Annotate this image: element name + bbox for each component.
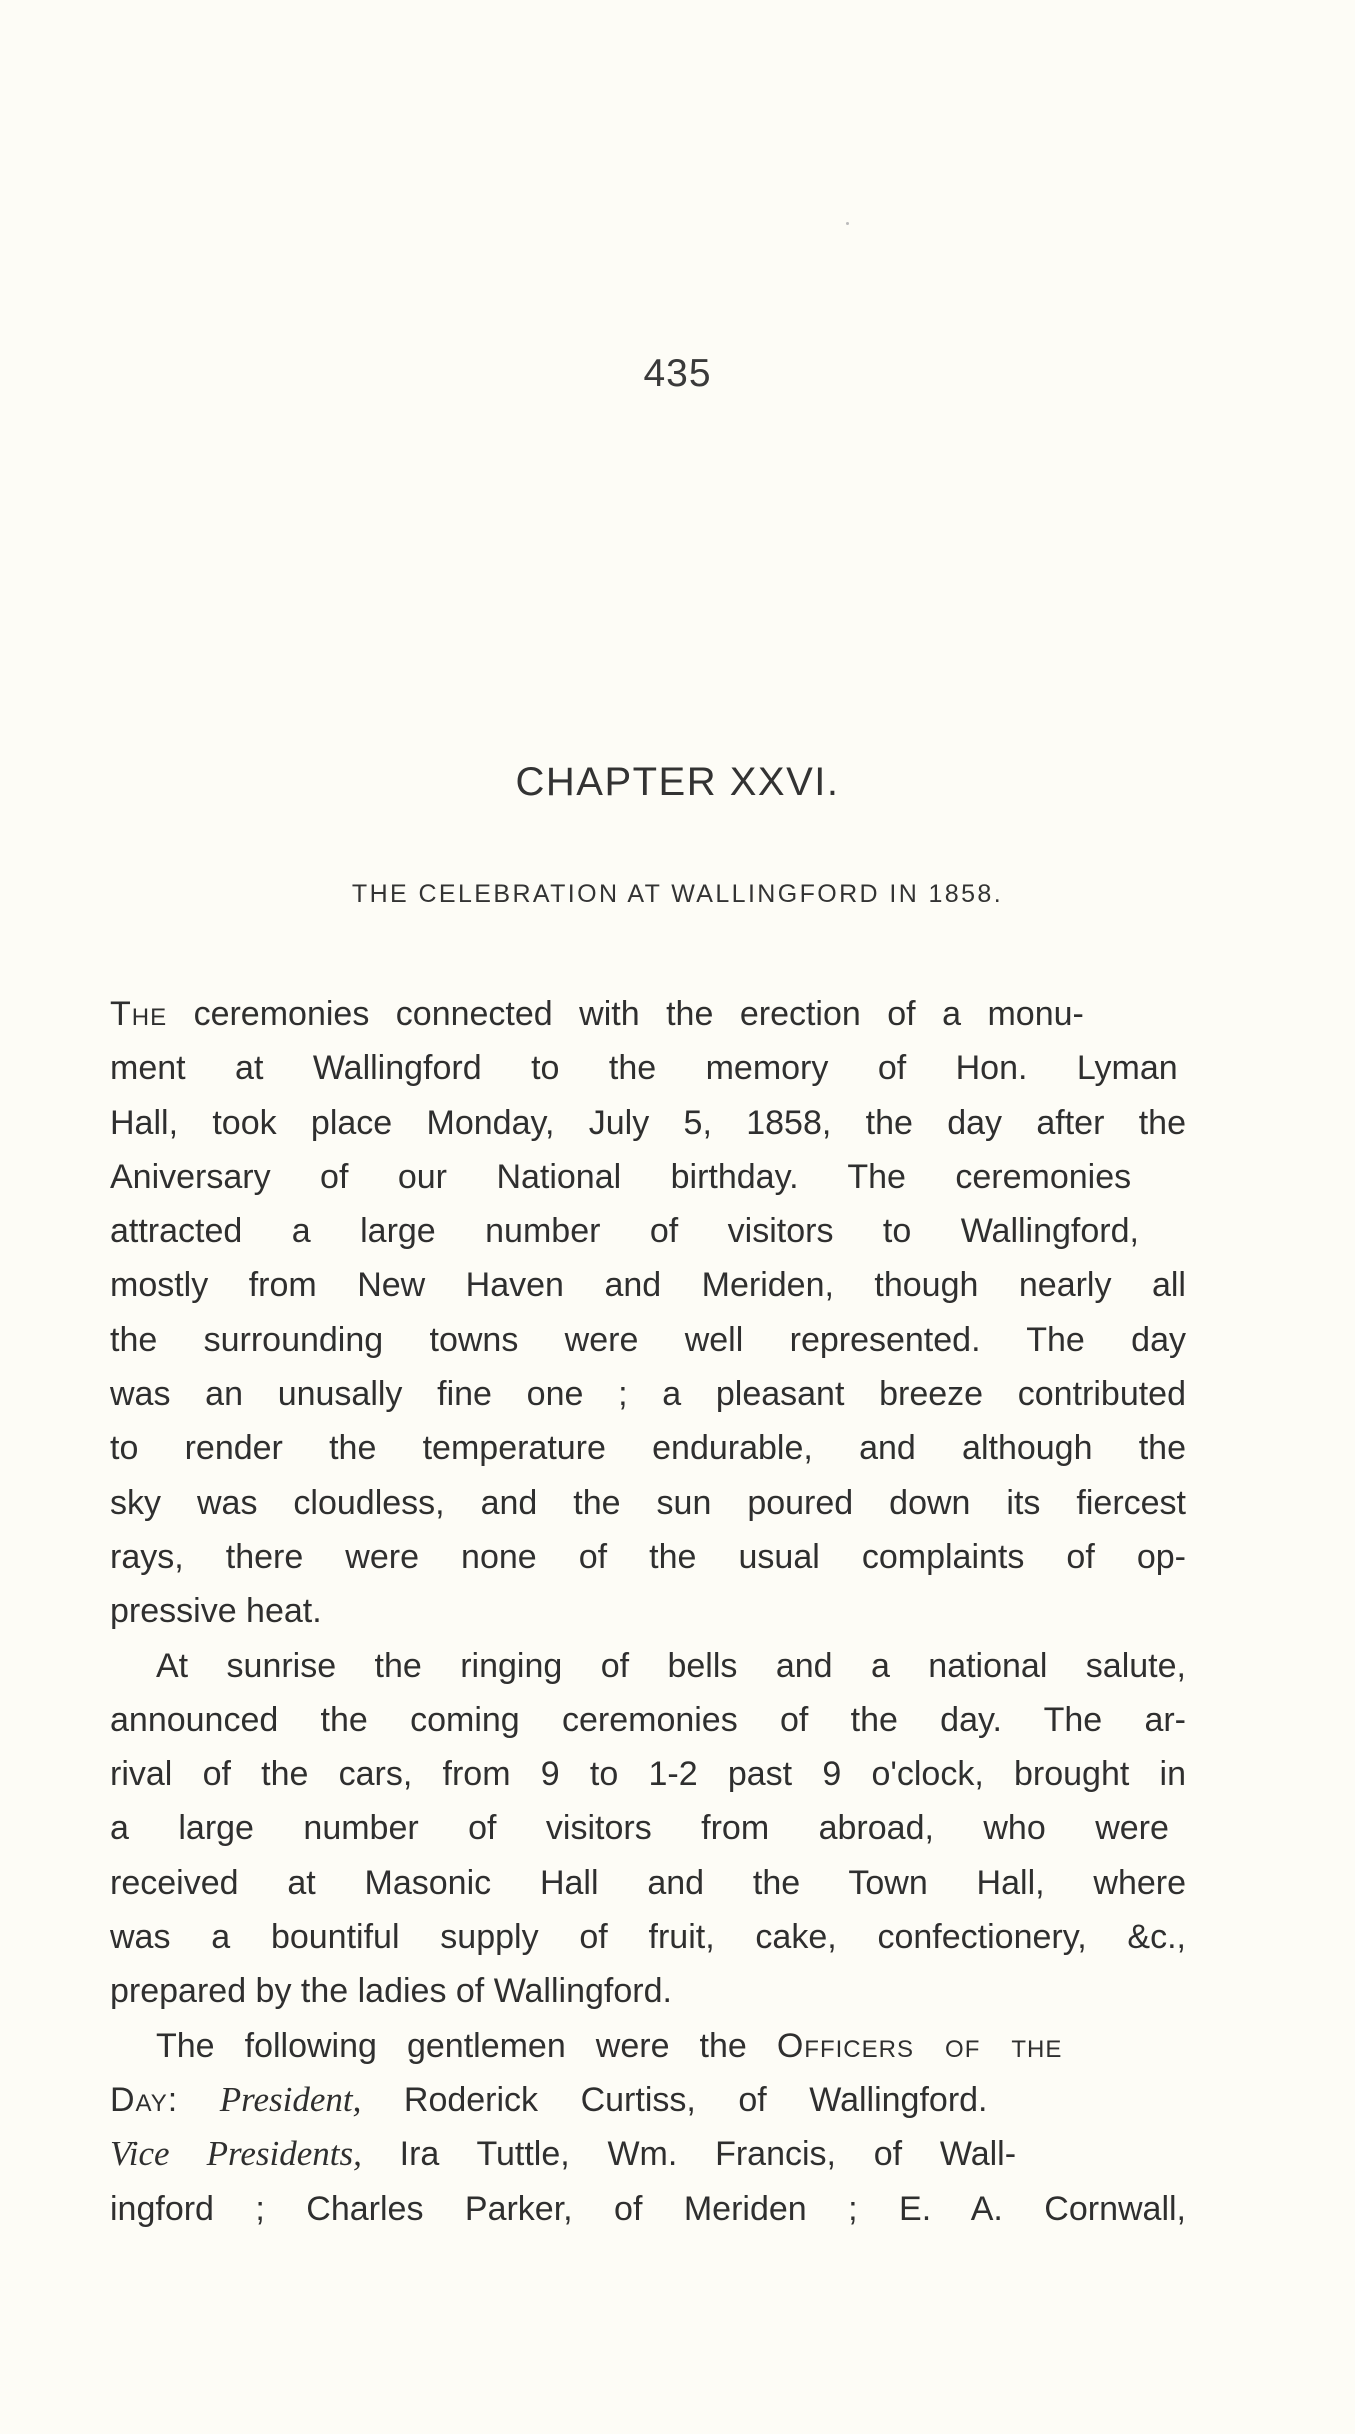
text-line-content (110, 2127, 1016, 2181)
text-line-content (156, 2019, 1062, 2073)
text-line: Aniversary of our National birthday. The ceremonies (110, 1157, 1132, 1196)
text-line-content (110, 987, 1084, 1041)
text-span: Roderick Curtiss, of Wallingford. (361, 2080, 988, 2119)
text-line: received at Masonic Hall and the Town Hall, where (110, 1863, 1186, 1902)
text-span: Ira Tuttle, Wm. Francis, of Wall- (361, 2135, 1017, 2174)
text-line (110, 2073, 1186, 2127)
text-span: ceremonies connected with the erection of a monu- (167, 995, 1084, 1033)
small-caps-span: Officers of the (776, 2026, 1063, 2065)
text-line (110, 2127, 1186, 2181)
italic-span: Vice Presidents, (110, 2134, 362, 2174)
text-line (110, 987, 1186, 1041)
text-line: prepared by the ladies of Wallingford. (110, 1972, 672, 2011)
body-text (110, 987, 1186, 2236)
text-line: was a bountiful supply of fruit, cake, confectionery, &c., (110, 1918, 1186, 1957)
text-span: The following gentlemen were the (156, 2026, 777, 2065)
page-number: 435 (643, 352, 712, 395)
text-line: rival of the cars, from 9 to 1-2 past 9 o'clock, brought in (110, 1755, 1186, 1794)
text-line: sky was cloudless, and the sun poured down its fiercest (110, 1483, 1186, 1522)
text-line-content (110, 2073, 988, 2127)
text-line: announced the coming ceremonies of the day. The ar- (110, 1700, 1186, 1739)
text-line: a large number of visitors from abroad, who were (110, 1809, 1169, 1848)
text-line: At sunrise the ringing of bells and a national salute, (156, 1646, 1186, 1685)
text-line: rays, there were none of the usual complaints of op- (110, 1537, 1186, 1576)
text-span: : (167, 2080, 220, 2119)
text-line: ingford ; Charles Parker, of Meriden ; E. A. Cornwall, (110, 2189, 1186, 2228)
drop-word: The (110, 995, 168, 1033)
text-line: attracted a large number of visitors to Wallingford, (110, 1212, 1139, 1251)
text-line (110, 2019, 1186, 2073)
paper-speck (846, 222, 849, 225)
text-line: Hall, took place Monday, July 5, 1858, the day after the (110, 1103, 1186, 1142)
text-line: the surrounding towns were well represented. The day (110, 1320, 1186, 1359)
text-line: ment at Wallingford to the memory of Hon. Lyman (110, 1049, 1178, 1088)
text-line: pressive heat. (110, 1592, 322, 1631)
italic-span: President, (219, 2079, 362, 2119)
text-line: to render the temperature endurable, and although the (110, 1429, 1186, 1468)
chapter-title: CHAPTER XXVI. (515, 760, 840, 804)
text-line: mostly from New Haven and Meriden, though nearly all (110, 1266, 1186, 1305)
small-caps-span: Day (110, 2080, 168, 2119)
chapter-subtitle: THE CELEBRATION AT WALLINGFORD IN 1858. (351, 880, 1004, 908)
text-line: was an unusally fine one ; a pleasant breeze contributed (110, 1375, 1186, 1414)
